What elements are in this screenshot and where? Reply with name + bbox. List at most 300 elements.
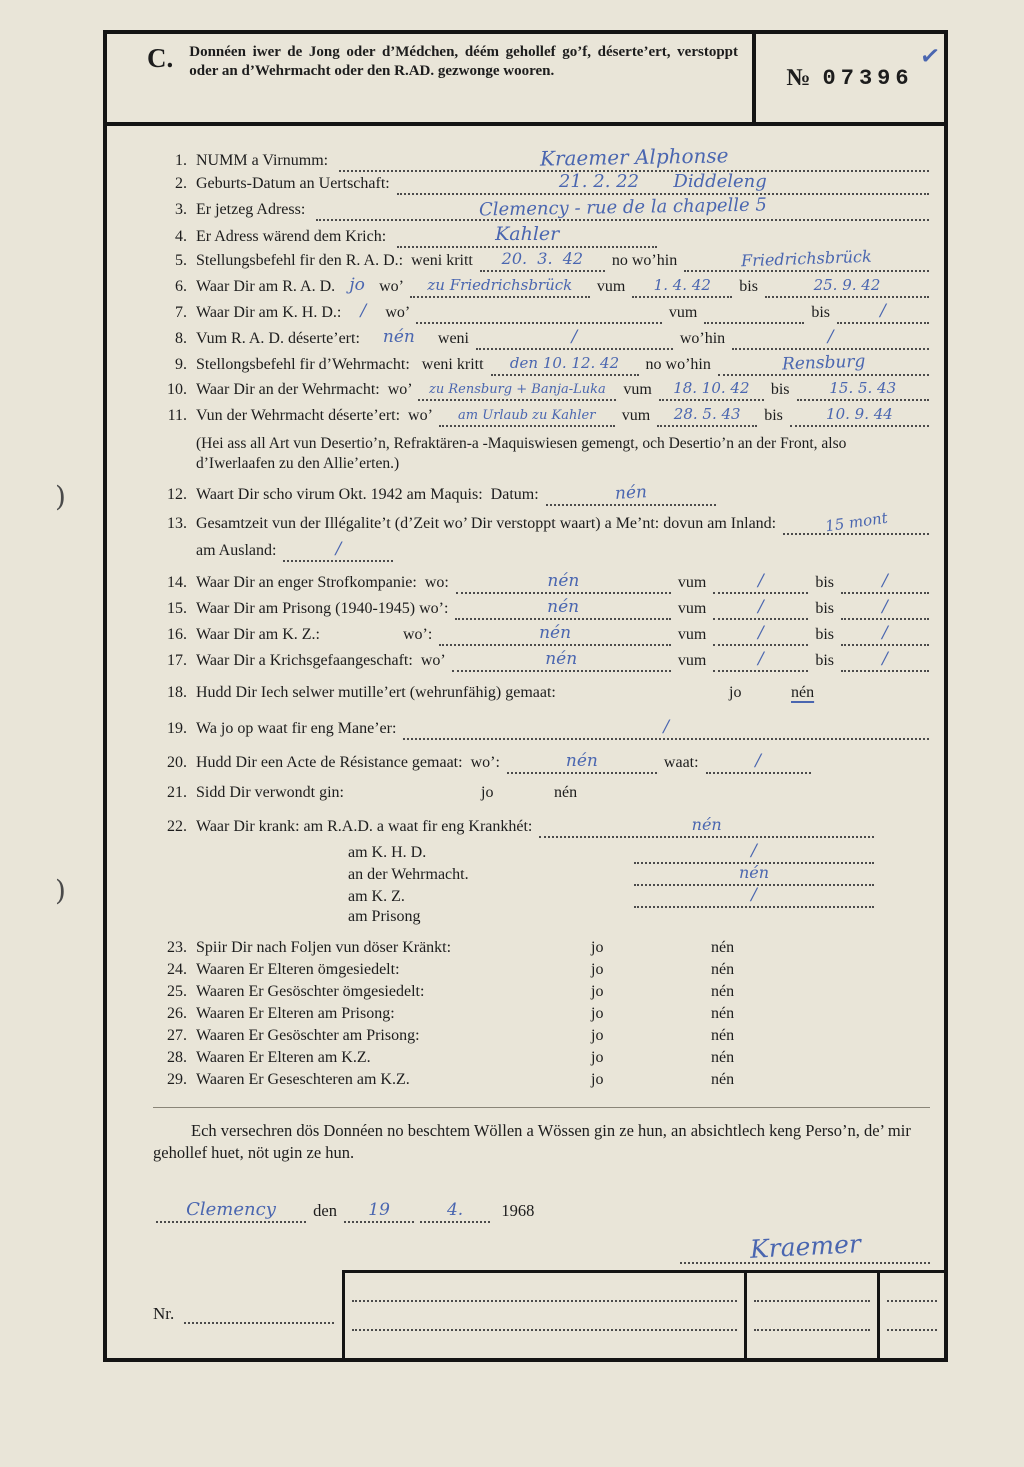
line-number: 16. (167, 626, 187, 644)
fill-field (410, 277, 590, 298)
fill-field (704, 304, 804, 324)
printed-text: Waart Dir scho virum Okt. 1942 am Maquis: Datum: (196, 486, 543, 504)
form-line (153, 276, 932, 302)
line-content (196, 598, 932, 620)
printed-text: no wo’hin (607, 252, 682, 269)
handwritten-month: 4. (446, 1199, 464, 1220)
fill-field (841, 598, 929, 620)
fill-field (418, 381, 616, 401)
form-line (153, 246, 932, 276)
form-line (153, 939, 932, 961)
handwritten-value: / (663, 717, 670, 738)
line-content (196, 380, 932, 401)
printed-text: wo’ (375, 278, 407, 295)
grid-cell (887, 1273, 937, 1302)
fill-field (713, 650, 808, 672)
fill-field (659, 380, 764, 401)
form-line (153, 1049, 932, 1071)
grid-cell (887, 1331, 937, 1358)
fill-field (283, 540, 393, 562)
fill-field (841, 624, 929, 646)
fill-field (416, 304, 662, 324)
form-line (153, 624, 932, 650)
handwritten-value: Rensburg (781, 351, 866, 375)
choice-label: nén (711, 1049, 735, 1067)
footer-grid (342, 1270, 944, 1358)
grid-cell (754, 1331, 870, 1358)
printed-text: NUMM a Virnumm: (196, 152, 337, 169)
line-note: (Hei ass all Art vun Desertio’n, Refraktären-a -Maquiswiesen gemengt, och Desertio’n an der Front, also d’Iwerlaafen zu den Allie’erten.) (196, 435, 847, 473)
form-lines (107, 126, 944, 1093)
handwritten-value: 10. 9. 44 (826, 405, 893, 423)
handwritten-value: / (882, 623, 888, 644)
handwritten-value: Kraemer Alphonse (539, 143, 729, 171)
line-content (196, 406, 932, 427)
handwritten-value: / (571, 327, 578, 347)
handwritten-value: / (757, 597, 764, 618)
handwritten-value: / (757, 623, 764, 644)
fill-field (713, 572, 808, 594)
choice-label: nén (711, 1005, 735, 1023)
handwritten-value: / (882, 649, 888, 670)
line-content (196, 1071, 932, 1089)
fill-field (455, 598, 670, 620)
choice-label: jo (591, 939, 604, 957)
printed-text: Waaren Er Elteren am K.Z. (196, 1049, 371, 1067)
form-header (107, 34, 944, 126)
handwritten-value: / (882, 571, 888, 592)
line-number: 10. (167, 381, 187, 398)
handwritten-value: Kahler (495, 223, 560, 245)
fill-field (539, 816, 874, 838)
fill-field (790, 406, 929, 427)
handwritten-value: 20. 3. 42 (501, 249, 584, 268)
printed-text: Waar Dir am R. A. D. (196, 278, 340, 295)
line-content (196, 684, 932, 702)
printed-text: am K. Z. (348, 888, 405, 906)
choice-label: jo (591, 1027, 604, 1045)
line-number: 22. (167, 818, 187, 836)
fill-field (634, 842, 874, 864)
nr-dotted-line (184, 1321, 334, 1324)
fill-field (713, 598, 808, 620)
printed-text: den (309, 1200, 342, 1220)
line-content (196, 1005, 932, 1023)
choice-label: nén (711, 1071, 735, 1089)
printed-text: am Ausland: (196, 542, 281, 560)
form-line (153, 194, 932, 224)
printed-text: vum (617, 407, 655, 424)
handwritten-value: zu Rensburg + Banja-Luka (429, 382, 606, 397)
form-number: 07396 (822, 65, 914, 91)
line-content (196, 1027, 932, 1045)
line-content (196, 939, 932, 957)
form-line (153, 508, 932, 540)
line-number: 2. (175, 175, 187, 192)
fill-field (765, 277, 929, 298)
nr-cell (107, 1270, 342, 1358)
fill-field (546, 484, 716, 506)
form-line (153, 143, 932, 172)
fill-field (452, 650, 671, 672)
footer-table (107, 1270, 944, 1358)
fill-field (491, 355, 639, 376)
printed-text: weni (433, 330, 473, 347)
scan-artifact-paren: ) (55, 874, 66, 907)
form-line (153, 752, 932, 778)
printed-text: vum (673, 626, 711, 644)
form-line (153, 540, 932, 566)
form-line (153, 598, 932, 624)
handwritten-value: / (755, 751, 761, 772)
line-content (196, 961, 932, 979)
header-left (107, 34, 756, 122)
printed-text: Waar Dir a Krichsgefaangeschaft: wo’ (196, 652, 449, 670)
grid-cell (352, 1273, 737, 1302)
handwritten-value: 18. 10. 42 (673, 379, 750, 397)
declaration-text: Ech versechren dös Donnéen no beschtem Wöllen a Wössen gin ze hun, an absichtlech keng Perso’n, de’ mir gehollef huet, nöt ugin ze hun. (153, 1121, 911, 1163)
line-number: 5. (175, 252, 187, 269)
line-number: 15. (167, 600, 187, 618)
line-content (196, 572, 932, 594)
line-number: 7. (175, 304, 187, 321)
printed-text: vum (664, 304, 702, 321)
form-line (153, 224, 932, 250)
line-content (196, 908, 932, 926)
fill-field (783, 508, 929, 536)
place-field (156, 1200, 306, 1223)
line-number: 19. (167, 720, 187, 738)
grid-cell (754, 1302, 870, 1331)
line-content (196, 194, 932, 221)
line-content (196, 508, 932, 536)
printed-text: Waaren Er Elteren am Prisong: (196, 1005, 395, 1023)
nr-label: Nr. (153, 1304, 175, 1323)
handwritten-value: nén (565, 751, 598, 772)
printed-text: Gesamtzeit vun der Illégalite’t (d’Zeit wo’ Dir verstoppt waart) a Me’nt: dovun am Inland: (196, 515, 781, 533)
handwritten-value: / (751, 841, 757, 862)
handwritten-place: Clemency (186, 1198, 276, 1220)
printed-text: bis (735, 278, 762, 295)
printed-text: bis (811, 574, 838, 592)
form-line (153, 983, 932, 1005)
printed-text: bis (811, 626, 838, 644)
form-document (103, 30, 948, 1362)
handwritten-value: 15 mont (823, 508, 889, 536)
printed-text: Waaren Er Gesöschter am Prisong: (196, 1027, 420, 1045)
choice-label: jo (729, 684, 742, 702)
form-line (153, 406, 932, 432)
printed-text: Waar Dir an der Wehrmacht: wo’ (196, 381, 416, 398)
fill-field (841, 650, 929, 672)
handwritten-value: / (757, 649, 764, 670)
printed-text: Sidd Dir verwondt gin: (196, 784, 344, 802)
printed-text: Stellongsbefehl fir d’Wehrmacht: weni kritt (196, 356, 488, 373)
grid-column (345, 1273, 747, 1358)
choice-label: nén (791, 684, 815, 702)
handwritten-value: nén (738, 863, 770, 883)
scan-artifact-paren: ) (55, 480, 66, 513)
line-content (196, 983, 932, 1001)
handwritten-value: / (757, 571, 764, 592)
printed-text: Er Adress wärend dem Krich: (196, 228, 395, 245)
fill-field (713, 624, 808, 646)
separator-line (153, 1107, 930, 1108)
line-content (196, 276, 932, 298)
number-symbol: № (786, 64, 811, 91)
checkmark-icon: ✓ (918, 42, 942, 72)
line-content (196, 842, 932, 864)
printed-text: Waar Dir an enger Strofkompanie: wo: (196, 574, 453, 592)
form-line (153, 864, 932, 886)
fill-field (397, 172, 929, 195)
line-number: 28. (167, 1049, 187, 1067)
line-number: 29. (167, 1071, 187, 1089)
line-number: 18. (167, 684, 187, 702)
printed-text: an der Wehrmacht. (348, 866, 469, 884)
line-number: 3. (175, 201, 187, 218)
printed-text: vum (673, 600, 711, 618)
printed-text: Waar Dir am Prisong (1940-1945) wo’: (196, 600, 453, 618)
handwritten-value: / (880, 301, 886, 321)
month-field (420, 1201, 490, 1223)
printed-text: am Prisong (348, 908, 421, 926)
printed-text: Waar Dir am K. H. D.: (196, 304, 346, 321)
line-number: 24. (167, 961, 187, 979)
form-line (153, 650, 932, 676)
choice-label: nén (711, 983, 735, 1001)
header-description: Donnéen iwer de Jong oder d’Médchen, déém gehollef go’f, déserte’ert, verstoppt oder an d’Wehrmacht oder den R.AD. gezwonge wooren. (189, 44, 738, 79)
form-line (153, 784, 932, 810)
handwritten-day: 19 (368, 1199, 390, 1220)
fill-field (397, 224, 657, 248)
section-letter: C. (147, 43, 174, 73)
handwritten-value: nén (547, 571, 580, 592)
handwritten-value: Clemency - rue de la chapelle 5 (478, 194, 767, 221)
choice-label: nén (711, 961, 735, 979)
line-number: 4. (175, 228, 187, 245)
line-content (196, 224, 932, 248)
line-content (196, 484, 932, 506)
handwritten-value: nén (614, 482, 648, 505)
fill-field (316, 194, 929, 221)
choice-label: jo (481, 784, 494, 802)
printed-text: waat: (659, 754, 703, 772)
grid-cell (887, 1302, 937, 1331)
fill-field (634, 886, 874, 908)
form-line (153, 484, 932, 510)
fill-field (732, 328, 929, 350)
handwritten-value: / (335, 539, 342, 560)
choice-label: jo (591, 961, 604, 979)
choice-label: nén (711, 939, 735, 957)
line-number: 25. (167, 983, 187, 1001)
choice-label: jo (591, 1049, 604, 1067)
line-number: 9. (175, 356, 187, 373)
printed-text: Waaren Er Geseschteren am K.Z. (196, 1071, 410, 1089)
printed-text: vum (619, 381, 656, 398)
handwritten-value: zu Friedrichsbrück (427, 276, 573, 294)
line-content (196, 864, 932, 886)
handwritten-value: Friedrichsbrück (740, 246, 873, 271)
printed-text: bis (811, 652, 838, 670)
line-content (196, 540, 932, 562)
fill-field (439, 624, 671, 646)
grid-column (880, 1273, 944, 1358)
fill-field (841, 572, 929, 594)
line-number: 1. (175, 152, 187, 169)
printed-text: Waaren Er Gesöschter ömgesiedelt: (196, 983, 425, 1001)
printed-text: Spiir Dir nach Foljen vun döser Kränkt: (196, 939, 452, 957)
printed-text: Waar Dir krank: am R.A.D. a waat fir eng Krankhét: (196, 818, 537, 836)
printed-text: Geburts-Datum an Uertschaft: (196, 175, 394, 192)
line-number: 12. (167, 486, 187, 504)
line-number: 8. (175, 330, 187, 347)
line-content (196, 650, 932, 672)
printed-text: wo’hin (675, 330, 730, 347)
signature-row (107, 1228, 930, 1264)
signature-field (680, 1228, 930, 1264)
grid-cell (754, 1273, 870, 1302)
form-line (153, 328, 932, 354)
grid-cell (352, 1302, 737, 1331)
fill-field (634, 864, 874, 886)
choice-label: jo (591, 1005, 604, 1023)
printed-text: bis (766, 381, 794, 398)
printed-text: Hudd Dir Iech selwer mutille’ert (wehrunfähig) gemaat: (196, 684, 556, 702)
fill-field (403, 718, 929, 740)
printed-text: Vun der Wehrmacht déserte’ert: wo’ (196, 407, 436, 424)
printed-text: Vum R. A. D. déserte’ert: (196, 330, 364, 347)
form-line (153, 684, 932, 710)
form-line (153, 816, 932, 842)
handwritten-value: / (882, 597, 888, 618)
line-number: 23. (167, 939, 187, 957)
printed-text: am K. H. D. (348, 844, 427, 862)
form-line (153, 1005, 932, 1027)
line-content (196, 1049, 932, 1067)
handwritten-value: 21. 2. 22 Diddeleng (558, 171, 767, 192)
fill-field (339, 143, 929, 172)
line-content (196, 752, 932, 774)
choice-label: jo (591, 1071, 604, 1089)
line-content (196, 143, 932, 172)
fill-field (837, 302, 929, 324)
form-line (153, 380, 932, 406)
line-number: 21. (167, 784, 187, 802)
line-content (196, 718, 932, 740)
form-number-box (756, 34, 944, 122)
form-line (153, 886, 932, 908)
form-line (153, 1071, 932, 1093)
date-line (153, 1200, 930, 1223)
printed-text: bis (760, 407, 787, 424)
form-line (153, 302, 932, 328)
line-number: 17. (167, 652, 187, 670)
form-line (153, 842, 932, 864)
printed-text: Hudd Dir een Acte de Résistance gemaat: wo’: (196, 754, 504, 772)
printed-text: Waaren Er Elteren ömgesiedelt: (196, 961, 400, 979)
handwritten-value: / (751, 885, 757, 906)
printed-text: wo’: (399, 626, 437, 644)
handwritten-value: nén (382, 327, 415, 347)
handwritten-value: / (360, 301, 367, 321)
printed-text: bis (811, 600, 838, 618)
form-line (153, 351, 932, 380)
printed-text: bis (807, 304, 834, 321)
day-field (344, 1201, 414, 1223)
line-number: 11. (167, 407, 187, 424)
line-number: 20. (167, 754, 187, 772)
fill-field (632, 277, 732, 298)
handwritten-value: 28. 5. 43 (673, 405, 741, 423)
printed-text: vum (592, 278, 630, 295)
fill-field (706, 752, 811, 774)
handwritten-value: den 10. 12. 42 (509, 354, 620, 372)
printed-text: Er jetzeg Adress: (196, 201, 314, 218)
fill-field (507, 752, 657, 774)
line-content (196, 328, 932, 350)
choice-label: nén (554, 784, 578, 802)
printed-text: wo’ (381, 304, 414, 321)
line-number: 26. (167, 1005, 187, 1023)
fill-field (657, 406, 757, 427)
fill-field (456, 572, 671, 594)
line-content (196, 624, 932, 646)
form-line (153, 172, 932, 198)
form-line (153, 1027, 932, 1049)
form-line (153, 718, 932, 744)
printed-text: Wa jo op waat fir eng Mane’er: (196, 720, 401, 738)
choice-label: jo (591, 983, 604, 1001)
handwritten-value: am Urlaub zu Kahler (458, 408, 596, 423)
handwritten-value: / (827, 327, 834, 347)
printed-text: Stellungsbefehl fir den R. A. D.: weni kritt (196, 252, 477, 269)
line-content (196, 784, 932, 802)
signature: Kraemer (748, 1228, 862, 1264)
line-content (196, 351, 932, 376)
handwritten-value: 15. 5. 43 (829, 379, 897, 397)
printed-text: vum (673, 574, 711, 592)
grid-column (747, 1273, 880, 1358)
line-content (196, 886, 932, 908)
handwritten-value: 25. 9. 42 (813, 276, 881, 294)
fill-field (684, 246, 929, 272)
printed-text: Waar Dir am K. Z.: (196, 626, 324, 644)
fill-field (718, 351, 929, 376)
fill-field (439, 407, 615, 427)
line-content (196, 302, 932, 324)
handwritten-value: nén (547, 597, 580, 618)
line-content (196, 246, 932, 272)
line-number: 6. (175, 278, 187, 295)
choice-label: nén (711, 1027, 735, 1045)
form-line (153, 908, 932, 927)
line-number: 13. (167, 515, 187, 533)
form-line (153, 572, 932, 598)
line-content (196, 816, 932, 838)
handwritten-value: nén (545, 649, 578, 670)
handwritten-value: 1. 4. 42 (653, 276, 711, 294)
handwritten-value: nén (539, 623, 572, 644)
handwritten-value: nén (691, 815, 722, 835)
line-number: 14. (167, 574, 187, 592)
fill-field (480, 250, 605, 272)
grid-cell (352, 1331, 737, 1358)
handwritten-value: jo (349, 275, 365, 295)
printed-text: vum (673, 652, 711, 670)
fill-field (797, 380, 929, 401)
